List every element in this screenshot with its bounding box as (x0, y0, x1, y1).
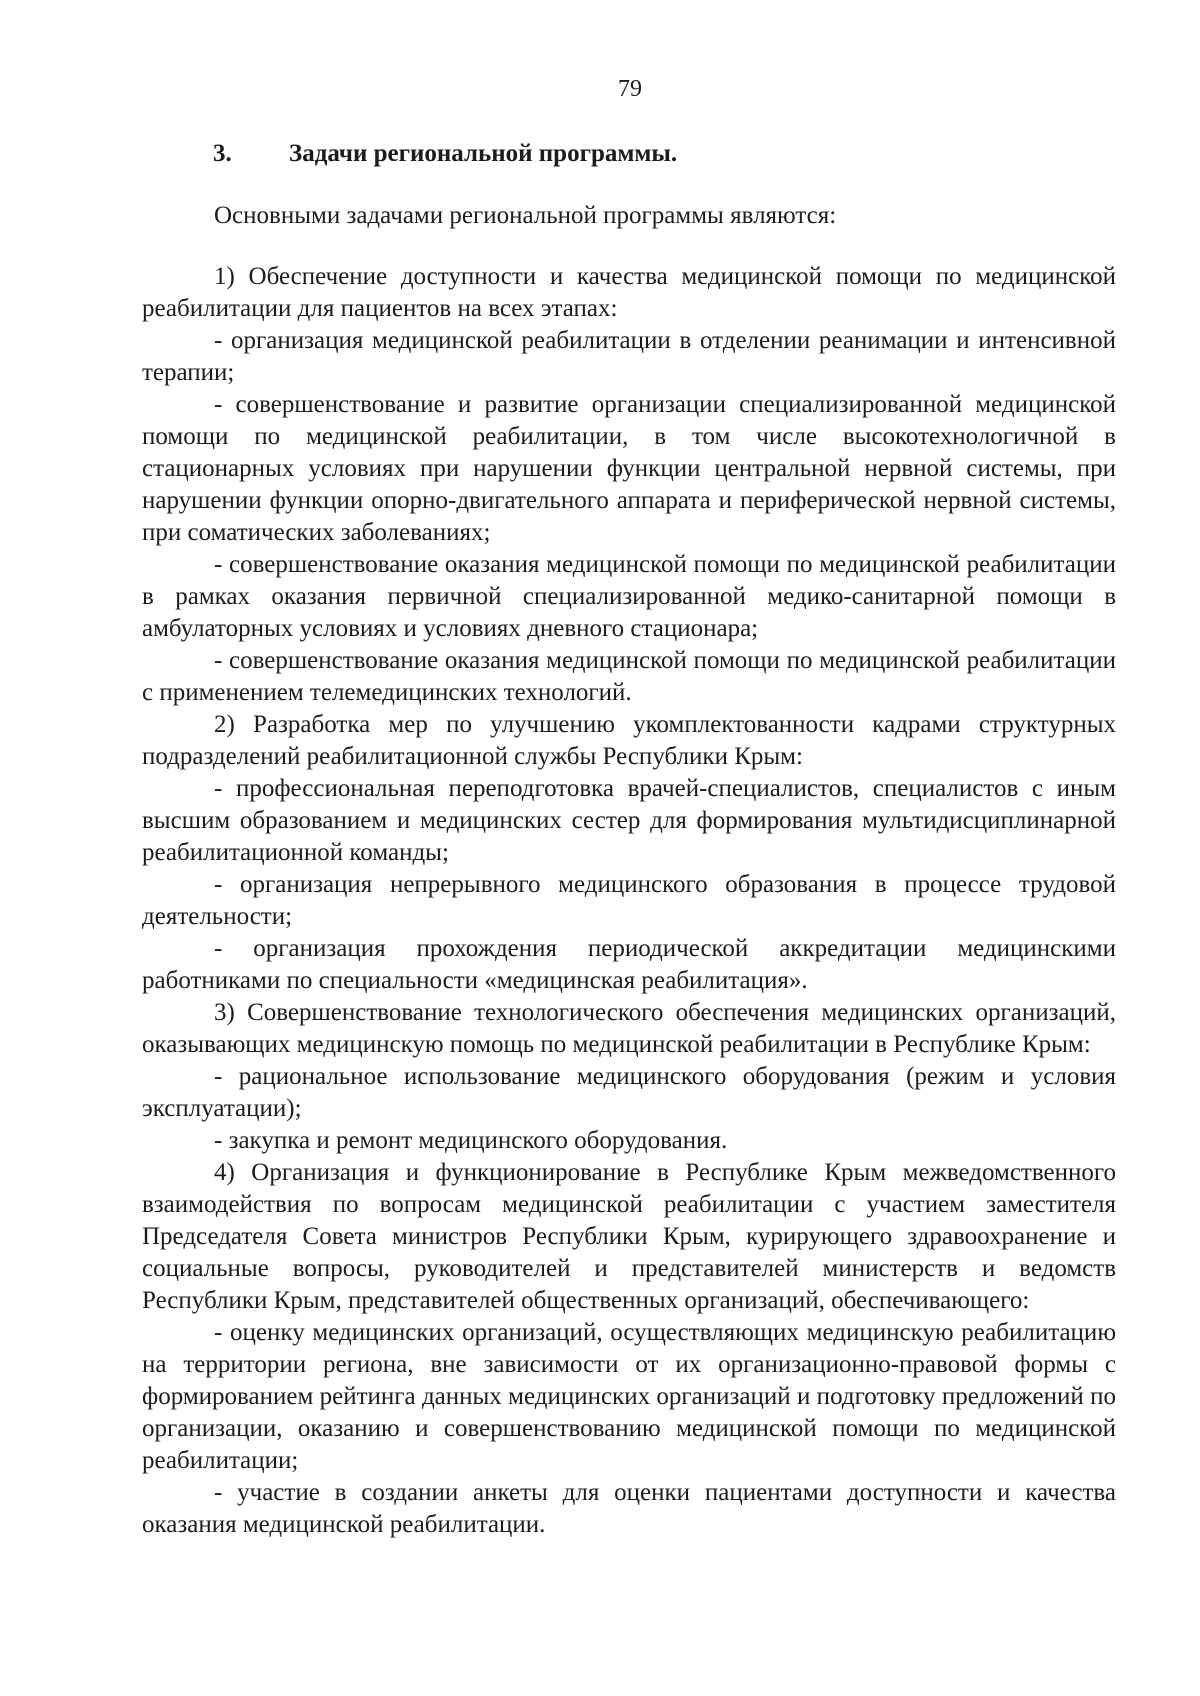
intro-paragraph: Основными задачами региональной программы являются: (214, 202, 837, 229)
paragraph-task-2: 2) Разработка мер по улучшению укомплектованности кадрами структурных подразделений реабилитационной службы Республики Крым: (142, 711, 1116, 770)
section-heading (213, 138, 677, 170)
paragraph-task-3: 3) Совершенствование технологического обеспечения медицинских организаций, оказывающих медицинскую помощь по медицинской реабилитации в Республике Крым: (142, 999, 1116, 1058)
paragraph-item: - совершенствование оказания медицинской помощи по медицинской реабилитации с применением телемедицинских технологий. (142, 647, 1116, 706)
paragraph-item: - профессиональная переподготовка врачей-специалистов, специалистов с иным высшим образованием и медицинских сестер для формирования мультидисциплинарной реабилитационной команды; (142, 775, 1116, 866)
paragraph-item: - организация медицинской реабилитации в отделении реанимации и интенсивной терапии; (142, 327, 1116, 386)
paragraph-item: - совершенствование и развитие организации специализированной медицинской помощи по медицинской реабилитации, в том числе высокотехнологичной в стационарных условиях при нарушении функции центральной нервной системы, при нарушении функции опорно-двигательного аппарата и периферической нервной системы, при соматических заболеваниях; (142, 391, 1116, 546)
paragraph-item: - рациональное использование медицинского оборудования (режим и условия эксплуатации); (142, 1063, 1116, 1122)
paragraph-task-1: 1) Обеспечение доступности и качества медицинской помощи по медицинской реабилитации для пациентов на всех этапах: (142, 263, 1116, 322)
paragraph-task-4: 4) Организация и функционирование в Республике Крым межведомственного взаимодействия по вопросам медицинской реабилитации с участием заместителя Председателя Совета министров Республики Крым, курирующего здравоохранение и социальные вопросы, руководителей и представителей министерств и ведомств Республики Крым, представителей общественных организаций, обеспечивающего: (142, 1159, 1116, 1314)
section-title: Задачи региональной программы. (289, 140, 678, 167)
paragraph-item: - закупка и ремонт медицинского оборудования. (214, 1127, 728, 1154)
paragraph-item: - организация непрерывного медицинского образования в процессе трудовой деятельности; (142, 871, 1116, 930)
page-number: 79 (618, 76, 642, 102)
body-text (142, 200, 1116, 1541)
paragraph-item: - оценку медицинских организаций, осуществляющих медицинскую реабилитацию на территории региона, вне зависимости от их организационно-правовой формы с формированием рейтинга данных медицинских организаций и подготовку предложений по организации, оказанию и совершенствованию медицинской помощи по медицинской реабилитации; (142, 1319, 1116, 1474)
paragraph-item: - совершенствование оказания медицинской помощи по медицинской реабилитации в рамках оказания первичной специализированной медико-санитарной помощи в амбулаторных условиях и условиях дневного стационара; (142, 551, 1116, 642)
paragraph-item: - участие в создании анкеты для оценки пациентами доступности и качества оказания медицинской реабилитации. (142, 1479, 1116, 1538)
paragraph-item: - организация прохождения периодической аккредитации медицинскими работниками по специальности «медицинская реабилитация». (142, 935, 1116, 994)
section-number: 3. (213, 140, 232, 167)
